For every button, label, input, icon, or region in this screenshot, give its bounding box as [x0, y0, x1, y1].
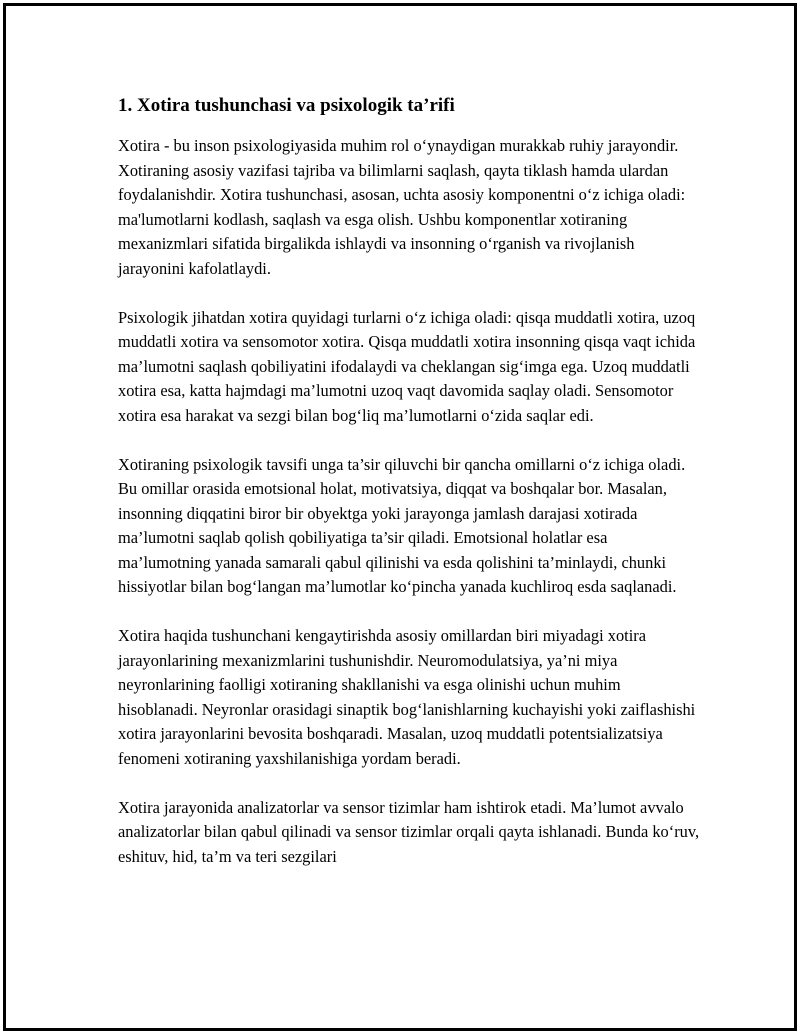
paragraph-analyzers: Xotira jarayonida analizatorlar va sensor tizimlar ham ishtirok etadi. Ma’lumot avvalo analizatorlar bilan qabul qilinadi va sensor tizimlar orqali qayta ishlanadi. Bunda koʻruv, eshituv, hid, ta’m va teri sezgilari: [118, 797, 700, 866]
paragraph-memory-definition: Xotira - bu inson psixologiyasida muhim rol oʻynaydigan murakkab ruhiy jarayondir. Xotiraning asosiy vazifasi tajriba va bilimlarni saqlash, qayta tiklash hamda ulardan foydalanishdir. Xotira tushunchasi, asosan, uchta asosiy komponentni oʻz ichiga oladi: ma'lumotlarni kodlash, saqlash va esga olish. Ushbu komponentlar xotiraning mexanizmlari sifatida birgalikda ishlaydi va insonning oʻrganish va rivojlanish jarayonini kafolatlaydi.: [118, 136, 686, 278]
paragraph-memory-types: Psixologik jihatdan xotira quyidagi turlarni oʻz ichiga oladi: qisqa muddatli xotira, uzoq muddatli xotira va sensomotor xotira. Qisqa muddatli xotira insonning qisqa vaqt ichida ma’lumotni saqlash qobiliyatini ifodalaydi va cheklangan sigʻimga ega. Uzoq muddatli xotira esa, katta hajmdagi ma’lumotni uzoq vaqt davomida saqlay oladi. Sensomotor xotira esa harakat va sezgi bilan bogʻliq ma’lumotlarni oʻzida saqlar edi.: [118, 307, 696, 425]
paragraph-influencing-factors: Xotiraning psixologik tavsifi unga ta’sir qiluvchi bir qancha omillarni oʻz ichiga oladi. Bu omillar orasida emotsional holat, motivatsiya, diqqat va boshqalar bor. Masalan, insonning diqqatini biror bir obyektga yoki jarayonga jamlash darajasi xotirada ma’lumotni saqlab qolish qobiliyatiga ta’sir qiladi. Emotsional holatlar esa ma’lumotning yanada samarali qabul qilinishi va esda qolishini ta’minlaydi, chunki hissiyotlar bilan bogʻlangan ma’lumotlar koʻpincha yanada kuchliroq esda saqlanadi.: [118, 454, 686, 596]
paragraph-brain-mechanisms: Xotira haqida tushunchani kengaytirishda asosiy omillardan biri miyadagi xotira jarayonlarining mexanizmlarini tushunishdir. Neuromodulatsiya, ya’ni miya neyronlarining faolligi xotiraning shakllanishi va esga olinishi uchun muhim hisoblanadi. Neyronlar orasidagi sinaptik bogʻlanishlarning kuchayishi yoki zaiflashishi xotira jarayonlarini bevosita boshqaradi. Masalan, uzoq muddatli potentsializatsiya fenomeni xotiraning yaxshilanishiga yordam beradi.: [118, 626, 696, 768]
section-heading: 1. Xotira tushunchasi va psixologik ta’rifi: [118, 95, 455, 116]
document-body: [118, 93, 703, 869]
